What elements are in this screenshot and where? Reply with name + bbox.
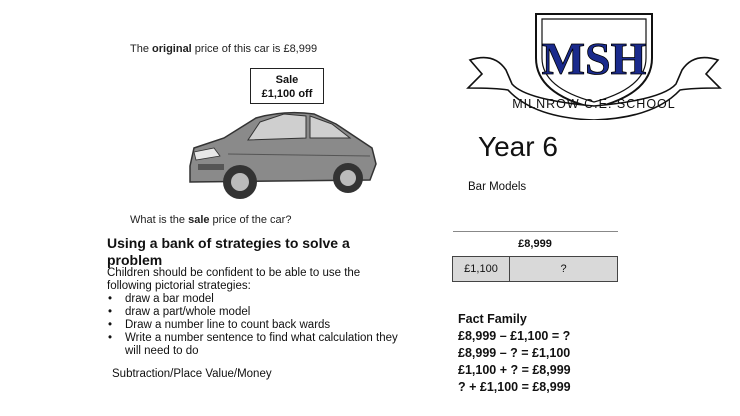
strategies-intro: Children should be confident to be able to use the following pictorial strategies: [107, 267, 361, 292]
sale-tag-title: Sale [275, 74, 299, 86]
car-illustration [184, 104, 384, 204]
sale-question-suffix: price of the car? [209, 214, 292, 226]
strategies-heading: Using a bank of strategies to solve a problem [107, 235, 350, 268]
fact-family-line: £8,999 – ? = £1,100 [458, 346, 571, 360]
bar-model [452, 231, 618, 282]
fact-family-title: Fact Family [458, 312, 527, 326]
strategy-item: • Write a number sentence to find what calculation they will need to do [107, 332, 407, 358]
question-text-prefix: The [130, 43, 153, 55]
sale-tag-amount: £1,100 off [261, 88, 313, 100]
fact-family-line: ? + £1,100 = £8,999 [458, 380, 571, 394]
sale-tag [250, 68, 324, 104]
strategy-item: • draw a part/whole model [107, 306, 407, 319]
school-name: MILNROW C.E. SCHOOL [512, 97, 676, 111]
fact-family [458, 311, 571, 396]
bar-models-label: Bar Models [468, 181, 527, 193]
original-price-question [130, 43, 317, 55]
year-title: Year 6 [478, 131, 558, 162]
emphasis-original: original [152, 43, 192, 55]
sale-question-prefix: What is the [130, 214, 189, 226]
sale-price-question [130, 214, 291, 226]
bar-model-unknown-part: ? [510, 257, 618, 282]
emphasis-sale: sale [188, 214, 210, 226]
school-logo [466, 8, 726, 120]
strategy-item: • Draw a number line to count back wards [107, 319, 407, 332]
topic-label: Subtraction/Place Value/Money [112, 368, 272, 380]
fact-family-line: £8,999 – £1,100 = ? [458, 329, 571, 343]
strategies-list [107, 293, 407, 358]
question-text-suffix: price of this car is £8,999 [191, 43, 318, 55]
bar-model-total: £8,999 [453, 232, 618, 257]
bar-model-known-part: £1,100 [453, 257, 510, 282]
school-monogram: MSH [541, 33, 647, 84]
fact-family-line: £1,100 + ? = £8,999 [458, 363, 571, 377]
strategy-item: • draw a bar model [107, 293, 407, 306]
